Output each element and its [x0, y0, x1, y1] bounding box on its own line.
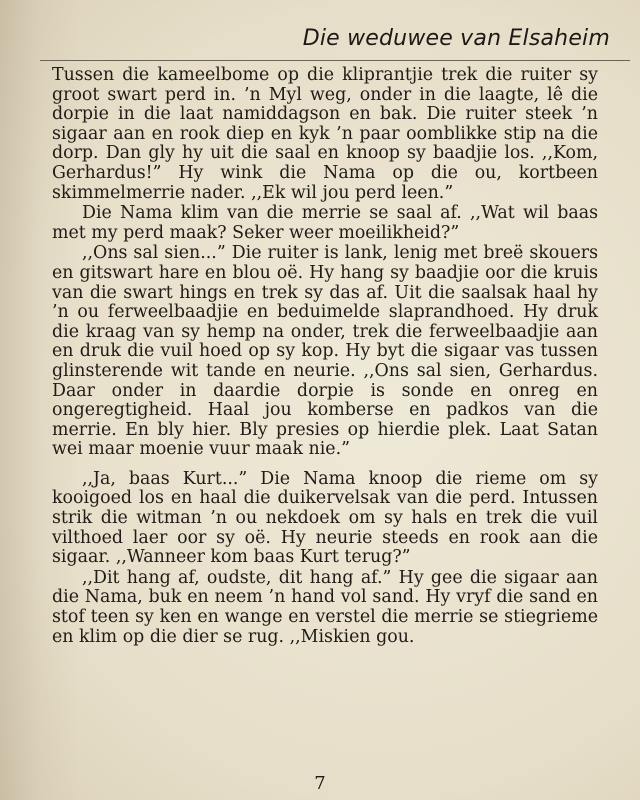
- running-head: Die weduwee van Elsaheim: [302, 26, 610, 51]
- body-text: [52, 66, 598, 647]
- header-rule: [40, 60, 630, 61]
- paragraph: ,,Dit hang af, oudste, dit hang af.” Hy gee die sigaar aan die Nama, buk en neem ’n hand vol sand. Hy vryf die sand en stof teen sy ken en wange en verstel die merrie se stiegrieme en klim op die dier se rug. ,,Miskien gou.: [52, 567, 598, 647]
- paragraph: Tussen die kameelbome op die kliprantjie trek die ruiter sy groot swart perd in. ’n Myl weg, onder in die laagte, lê die dorpie in die laat namiddagson en bak. Die ruiter steek ’n sigaar aan en rook diep en kyk ’n paar oomblikke stip na die dorp. Dan gly hy uit die saal en knoop sy baadjie los. ,,Kom, Gerhardus!” Hy wink die Nama op die ou, kortbeen skimmelmerrie nader. ,,Ek wil jou perd leen.”: [52, 65, 598, 203]
- paragraph: ,,Ons sal sien...” Die ruiter is lank, lenig met breë skouers en gitswart hare en blou oë. Hy hang sy baadjie oor die kruis van die swart hings en trek sy das af. Uit die saalsak haal hy ’n ou ferweelbaadjie en beduimelde slaprandhoed. Hy druk die kraag van sy hemp na onder, trek die ferweelbaadjie aan en druk die vuil hoed op sy kop. Hy byt die sigaar vas tussen glinsterende wit tande en neurie. ,,Ons sal sien, Gerhardus. Daar onder in daardie dorpie is sonde en onreg en ongeregtigheid. Haal jou komberse en padkos van die merrie. En bly hier. Bly presies op hierdie plek. Laat Satan wei maar moenie vuur maak nie.”: [52, 243, 598, 460]
- paragraph: ,,Ja, baas Kurt...” Die Nama knoop die rieme om sy kooigoed los en haal die duikervelsak van die perd. Intussen strik die witman ’n ou nekdoek om sy hals en trek die vuil vilthoed laer oor sy oë. Hy neurie steeds en rook aan die sigaar. ,,Wanneer kom baas Kurt terug?”: [52, 468, 598, 568]
- paragraph: Die Nama klim van die merrie se saal af. ,,Wat wil baas met my perd maak? Seker weer moeilikheid?”: [52, 203, 598, 243]
- page-number: 7: [314, 773, 326, 794]
